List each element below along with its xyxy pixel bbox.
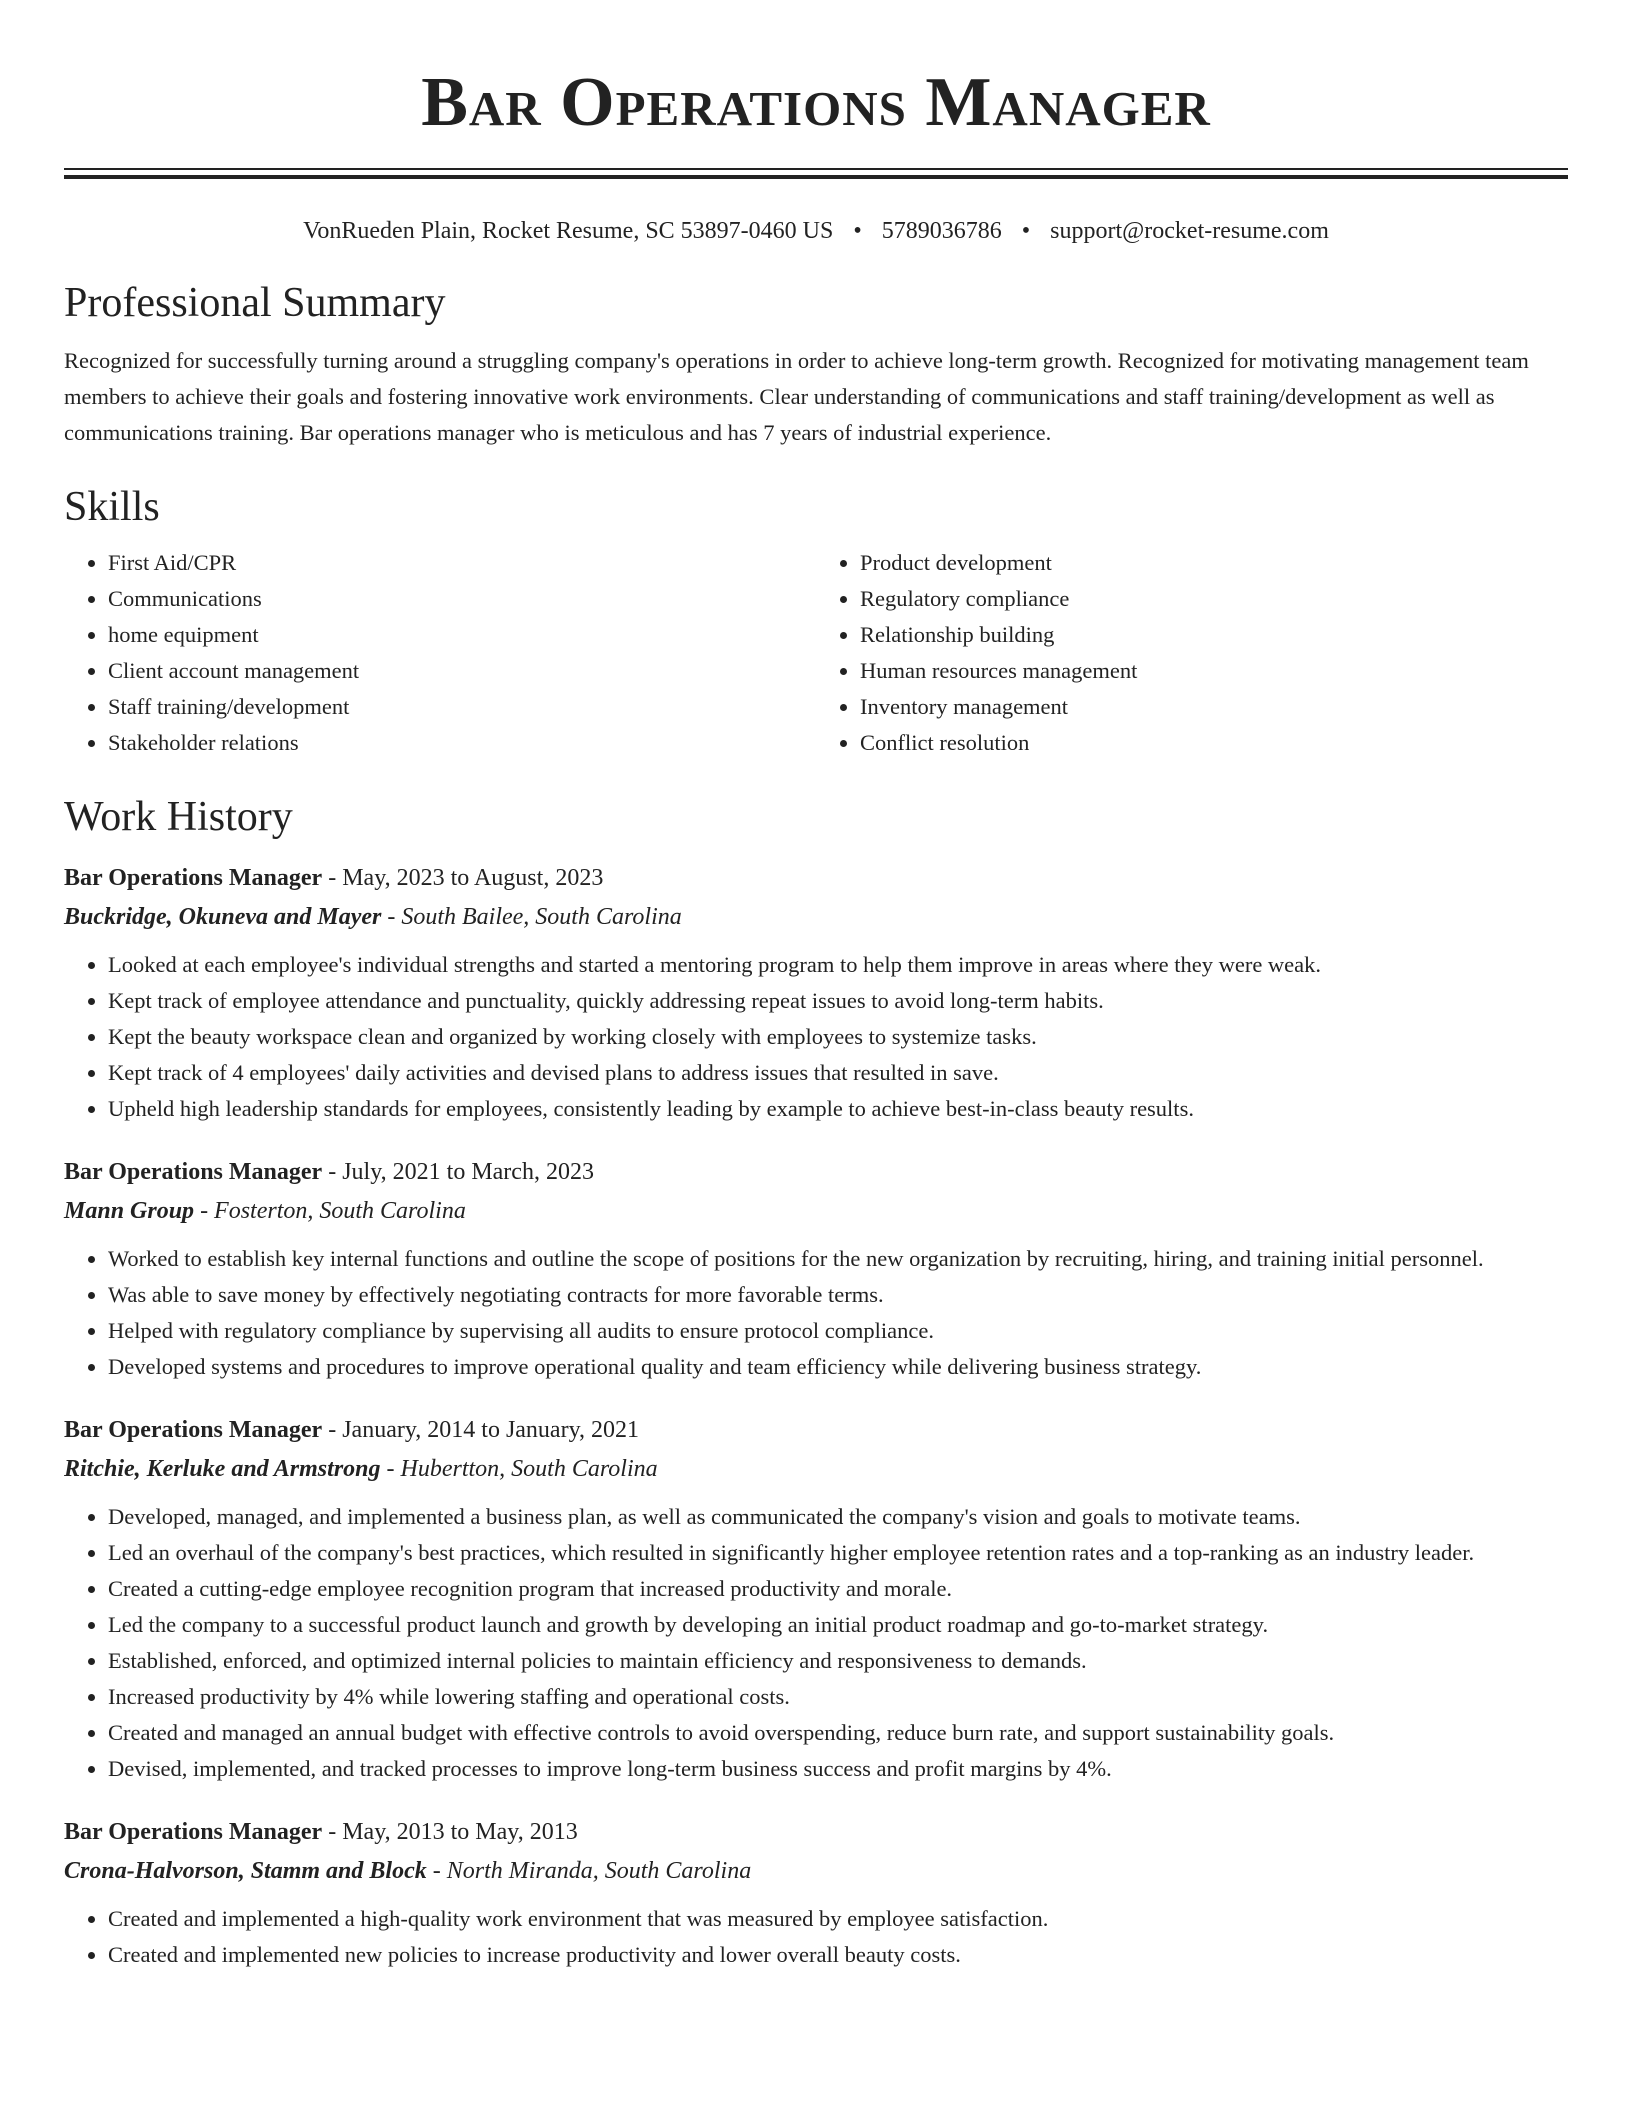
skill-item: • Staff training/development bbox=[108, 689, 816, 725]
job-entry bbox=[64, 1411, 1568, 1787]
job-bullet: • Kept the beauty workspace clean and organized by working closely with employees to systemize tasks. bbox=[108, 1019, 1568, 1055]
job-bullet: • Created and implemented new policies to increase productivity and lower overall beauty costs. bbox=[108, 1937, 1568, 1973]
skill-item: • home equipment bbox=[108, 617, 816, 653]
job-bullet: • Helped with regulatory compliance by supervising all audits to ensure protocol compliance. bbox=[108, 1313, 1568, 1349]
job-company-line bbox=[64, 897, 1568, 937]
skill-item: • First Aid/CPR bbox=[108, 545, 816, 581]
job-title-line bbox=[64, 859, 1568, 897]
job-title: Bar Operations Manager bbox=[64, 865, 323, 891]
job-bullet: • Created a cutting-edge employee recognition program that increased productivity and morale. bbox=[108, 1571, 1568, 1607]
skill-item: • Stakeholder relations bbox=[108, 725, 816, 761]
job-bullet: • Developed systems and procedures to improve operational quality and team efficiency while delivering business strategy. bbox=[108, 1349, 1568, 1385]
job-title-line bbox=[64, 1153, 1568, 1191]
skill-item: • Communications bbox=[108, 581, 816, 617]
job-bullet: • Led an overhaul of the company's best practices, which resulted in significantly higher employee retention rates and a top-ranking as an industry leader. bbox=[108, 1535, 1568, 1571]
summary-section bbox=[64, 277, 1568, 451]
job-bullet: • Was able to save money by effectively negotiating contracts for more favorable terms. bbox=[108, 1277, 1568, 1313]
job-location: - South Bailee, South Carolina bbox=[381, 904, 682, 930]
job-location: - Fosterton, South Carolina bbox=[194, 1198, 466, 1224]
skill-item: • Client account management bbox=[108, 653, 816, 689]
resume-title: Bar Operations Manager bbox=[421, 64, 1211, 141]
job-bullet: • Led the company to a successful product launch and growth by developing an initial product roadmap and go-to-market strategy. bbox=[108, 1607, 1568, 1643]
skills-columns bbox=[64, 545, 1568, 761]
job-bullet: • Devised, implemented, and tracked processes to improve long-term business success and profit margins by 4%. bbox=[108, 1751, 1568, 1787]
job-title: Bar Operations Manager bbox=[64, 1819, 323, 1845]
job-dates: - May, 2023 to August, 2023 bbox=[322, 865, 604, 891]
job-company-line bbox=[64, 1191, 1568, 1231]
job-company: Buckridge, Okuneva and Mayer bbox=[64, 904, 382, 930]
job-title: Bar Operations Manager bbox=[64, 1159, 323, 1185]
job-bullets bbox=[64, 1901, 1568, 1973]
job-company-line bbox=[64, 1449, 1568, 1489]
job-bullet: • Upheld high leadership standards for employees, consistently leading by example to achieve best-in-class beauty results. bbox=[108, 1091, 1568, 1127]
skills-heading: Skills bbox=[64, 484, 160, 530]
job-company: Ritchie, Kerluke and Armstrong bbox=[64, 1456, 381, 1482]
job-bullet: • Worked to establish key internal functions and outline the scope of positions for the new organization by recruiting, hiring, and training initial personnel. bbox=[108, 1241, 1568, 1277]
job-company: Mann Group bbox=[64, 1198, 195, 1224]
skills-right-column bbox=[816, 545, 1568, 761]
job-entry bbox=[64, 1813, 1568, 1973]
contact-phone: 5789036786 bbox=[881, 218, 1002, 244]
work-history-section bbox=[64, 791, 1568, 1973]
job-entry bbox=[64, 1153, 1568, 1385]
skill-item: • Product development bbox=[860, 545, 1568, 581]
job-title: Bar Operations Manager bbox=[64, 1417, 323, 1443]
skill-item: • Conflict resolution bbox=[860, 725, 1568, 761]
job-bullet: • Looked at each employee's individual strengths and started a mentoring program to help them improve in areas where they were weak. bbox=[108, 947, 1568, 983]
job-company-line bbox=[64, 1851, 1568, 1891]
job-bullet: • Increased productivity by 4% while lowering staffing and operational costs. bbox=[108, 1679, 1568, 1715]
job-bullets bbox=[64, 947, 1568, 1127]
job-dates: - May, 2013 to May, 2013 bbox=[322, 1819, 578, 1845]
contact-address: VonRueden Plain, Rocket Resume, SC 53897-0460 US bbox=[303, 218, 834, 244]
job-bullet: • Kept track of 4 employees' daily activities and devised plans to address issues that resulted in save. bbox=[108, 1055, 1568, 1091]
contact-separator: • bbox=[1021, 218, 1031, 244]
contact-email: support@rocket-resume.com bbox=[1050, 218, 1329, 244]
job-title-line bbox=[64, 1813, 1568, 1851]
job-dates: - July, 2021 to March, 2023 bbox=[322, 1159, 594, 1185]
job-bullets bbox=[64, 1499, 1568, 1787]
job-bullet: • Created and implemented a high-quality work environment that was measured by employee satisfaction. bbox=[108, 1901, 1568, 1937]
contact-line bbox=[64, 215, 1568, 247]
skill-item: • Human resources management bbox=[860, 653, 1568, 689]
skill-item: • Relationship building bbox=[860, 617, 1568, 653]
job-bullet: • Developed, managed, and implemented a business plan, as well as communicated the company's vision and goals to motivate teams. bbox=[108, 1499, 1568, 1535]
contact-separator: • bbox=[853, 218, 862, 244]
job-location: - Hubertton, South Carolina bbox=[380, 1456, 658, 1482]
skills-section bbox=[64, 481, 1568, 761]
job-bullet: • Kept track of employee attendance and punctuality, quickly addressing repeat issues to avoid long-term habits. bbox=[108, 983, 1568, 1019]
job-dates: - January, 2014 to January, 2021 bbox=[322, 1417, 640, 1443]
job-title-line bbox=[64, 1411, 1568, 1449]
skills-left-column bbox=[64, 545, 816, 761]
title-divider bbox=[64, 168, 1568, 179]
skill-item: • Inventory management bbox=[860, 689, 1568, 725]
job-bullet: • Created and managed an annual budget with effective controls to avoid overspending, reduce burn rate, and support sustainability goals. bbox=[108, 1715, 1568, 1751]
summary-text: Recognized for successfully turning around a struggling company's operations in order to achieve long-term growth. Recognized for motivating management team members to achieve their goals and fostering innovative work environments. Clear understanding of communications and staff training/development as well as communications training. Bar operations manager who is meticulous and has 7 years of industrial experience. bbox=[64, 348, 1529, 445]
summary-heading: Professional Summary bbox=[64, 280, 446, 326]
job-bullets bbox=[64, 1241, 1568, 1385]
skill-item: • Regulatory compliance bbox=[860, 581, 1568, 617]
job-bullet: • Established, enforced, and optimized internal policies to maintain efficiency and responsiveness to demands. bbox=[108, 1643, 1568, 1679]
job-location: - North Miranda, South Carolina bbox=[426, 1858, 752, 1884]
job-entry bbox=[64, 859, 1568, 1127]
work-history-heading: Work History bbox=[64, 794, 293, 840]
job-company: Crona-Halvorson, Stamm and Block bbox=[64, 1858, 427, 1884]
